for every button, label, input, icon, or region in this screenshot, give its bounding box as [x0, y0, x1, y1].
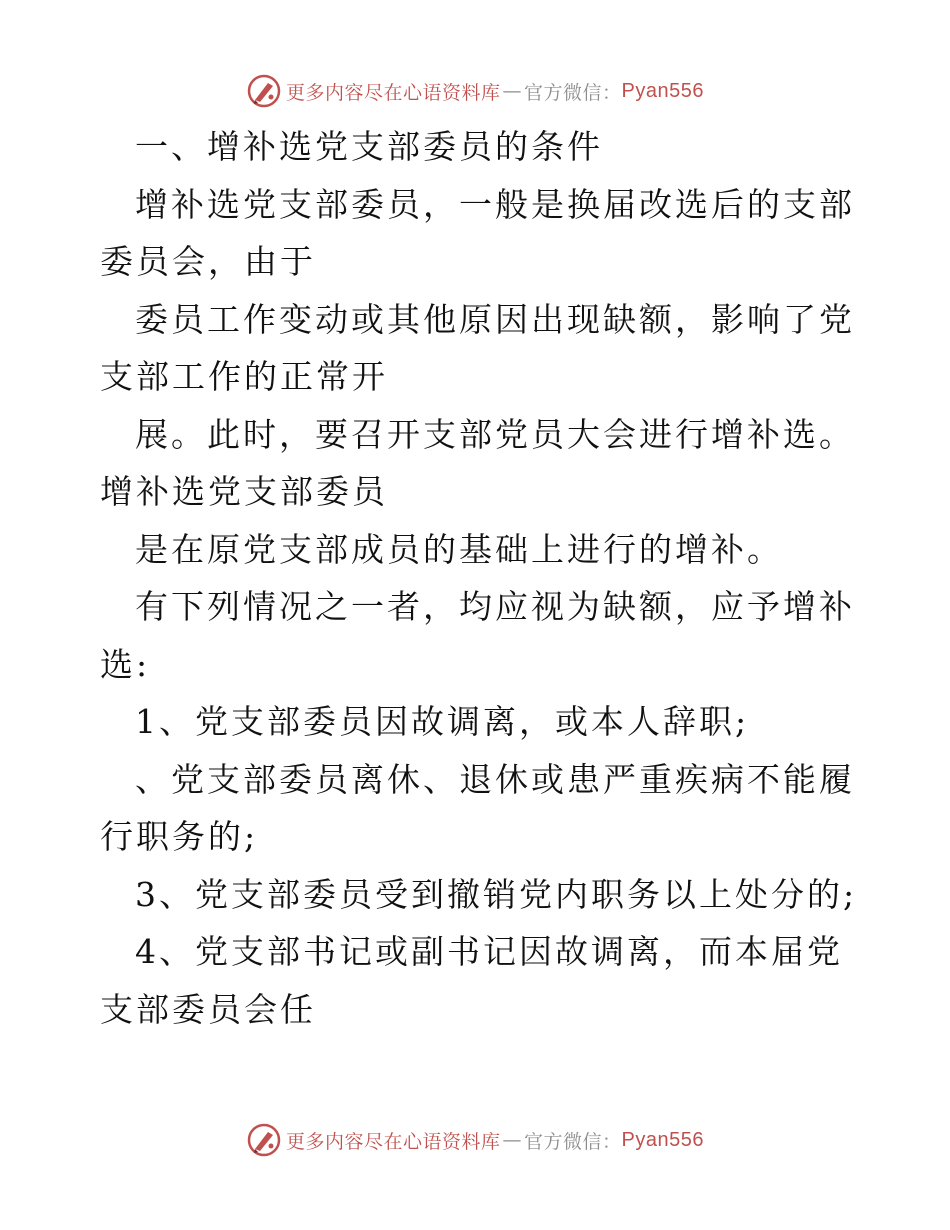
- banner-wechat-id: Pyan556: [621, 1128, 704, 1151]
- header-banner: [0, 71, 950, 111]
- paragraph: 有下列情况之一者，均应视为缺额，应予增补选:: [100, 587, 855, 684]
- paragraph-heading: 一、增补选党支部委员的条件: [135, 127, 603, 166]
- list-item: 3、党支部委员受到撤销党内职务以上处分的;: [135, 874, 858, 914]
- list-item: 4、党支部书记或副书记因故调离，而本届党支部委员会任: [100, 932, 843, 1029]
- banner-text: 更多内容尽在心语资料库: [286, 81, 501, 104]
- banner-wechat-label: 官方微信：: [524, 81, 622, 104]
- banner-dash: —: [502, 80, 523, 102]
- banner-dash: —: [502, 1129, 523, 1151]
- paragraph: 展。此时，要召开支部党员大会进行增补选。增补选党支部委员: [100, 414, 855, 511]
- paragraph: 是在原党支部成员的基础上进行的增补。: [135, 529, 783, 569]
- list-item: 1、党支部委员因故调离，或本人辞职;: [135, 702, 750, 741]
- pen-logo-icon: [246, 73, 282, 109]
- banner-wechat-label: 官方微信：: [524, 1130, 622, 1153]
- list-item: 、党支部委员离休、退休或患严重疾病不能履行职务的;: [100, 759, 855, 856]
- document-body: [100, 118, 860, 1038]
- pen-logo-icon: [246, 1122, 282, 1158]
- footer-banner: [0, 1120, 950, 1160]
- banner-text: 更多内容尽在心语资料库: [286, 1130, 501, 1153]
- paragraph: 增补选党支部委员，一般是换届改选后的支部委员会，由于: [100, 184, 855, 281]
- paragraph: 委员工作变动或其他原因出现缺额，影响了党支部工作的正常开: [100, 299, 855, 396]
- banner-wechat-id: Pyan556: [621, 79, 704, 102]
